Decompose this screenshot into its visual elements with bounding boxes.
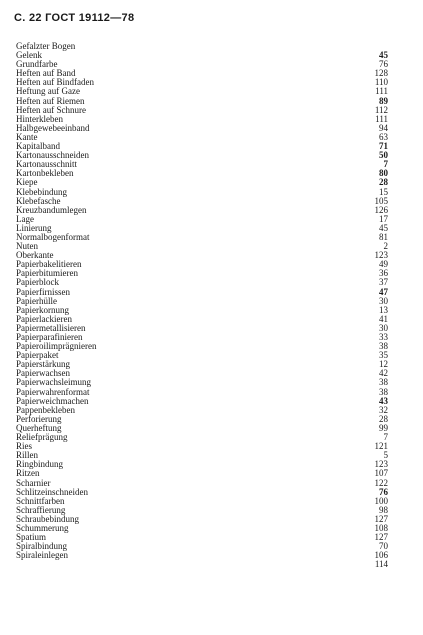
index-entry (16, 442, 388, 451)
index-term: Reliefprägung (16, 432, 68, 443)
index-term: Oberkante (16, 250, 54, 261)
index-term: Perforierung (16, 413, 62, 424)
index-entry (16, 433, 388, 442)
index-entry (16, 406, 388, 415)
index-page-number: 107 (374, 468, 388, 479)
index-term: Ries (16, 441, 33, 452)
index-term: Gefalzter Bogen (16, 41, 76, 51)
index-page-number: 98 (379, 504, 388, 515)
index-entry (16, 533, 388, 542)
index-page-number: 123 (374, 459, 388, 470)
index-term: Ritzen (16, 468, 40, 479)
index-term: Querheftung (16, 422, 62, 433)
index-page-number: 45 (379, 222, 388, 233)
index-term: Kapitalband (16, 141, 60, 152)
index-page-number: 17 (379, 213, 388, 224)
index-entry (16, 206, 388, 215)
index-term: Kartonbekleben (16, 168, 74, 179)
index-page-number: 114 (374, 559, 388, 570)
index-page-number: 110 (374, 77, 388, 88)
index-term: Scharnier (16, 477, 51, 488)
index-entry (16, 233, 388, 242)
index-page-number: 7 (383, 432, 388, 443)
index-entry (16, 351, 388, 360)
index-term: Pappenbekleben (16, 404, 75, 415)
index-entry (16, 188, 388, 197)
index-entry (16, 133, 388, 142)
index-term: Kreuzbandumlegen (16, 204, 87, 215)
index-entry (16, 278, 388, 287)
index-term: Ringbindung (16, 459, 64, 470)
index-term: Papierbakelitieren (16, 259, 82, 270)
index-page-number: 47 (379, 286, 388, 297)
index-page-number: 121 (374, 441, 388, 452)
index-term: Lage (16, 213, 34, 224)
index-list (16, 42, 388, 569)
index-page-number: 30 (379, 322, 388, 333)
index-entry (16, 51, 388, 60)
index-term: Schlitzeinschneiden (16, 486, 88, 497)
index-page-number: 112 (374, 104, 388, 115)
index-term: Kartonausschneiden (16, 150, 89, 161)
index-entry (16, 288, 388, 297)
index-page-number: 108 (374, 522, 388, 533)
index-page-number: 15 (379, 186, 388, 197)
index-entry (16, 178, 388, 187)
index-page-number: 36 (379, 268, 388, 279)
index-page-number: 45 (379, 50, 388, 61)
index-term: Spatium (16, 532, 47, 543)
index-term: Halbgewebeeinband (16, 122, 90, 133)
index-term: Schummerung (16, 522, 69, 533)
index-page-number: 128 (374, 68, 388, 79)
index-page-number: 70 (379, 541, 388, 552)
page-header: С. 22 ГОСТ 19112—78 (14, 12, 135, 24)
index-entry (16, 542, 388, 551)
index-term: Papierhülle (16, 295, 57, 306)
index-term: Nuten (16, 241, 38, 252)
index-page-number: 106 (374, 550, 388, 561)
index-entry (16, 242, 388, 251)
index-term: Papierstärkung (16, 359, 70, 370)
index-term: Normalbogenformat (16, 231, 90, 242)
index-term: Kiepe (16, 177, 38, 188)
index-term: Papierfirnissen (16, 286, 70, 297)
index-page-number: 13 (379, 304, 388, 315)
index-page-number: 127 (374, 532, 388, 543)
index-page-number: 41 (379, 313, 388, 324)
index-entry (16, 524, 388, 533)
index-term: Rillen (16, 450, 38, 461)
index-term: Papierkornung (16, 304, 69, 315)
index-page-number: 81 (379, 231, 388, 242)
index-entry (16, 488, 388, 497)
index-entry (16, 269, 388, 278)
index-page-number: 99 (379, 422, 388, 433)
index-term: Spiraleinlegen (16, 550, 68, 561)
index-entry (16, 215, 388, 224)
index-page-number: 5 (383, 450, 388, 461)
index-term: Kante (16, 131, 38, 142)
index-page-number: 32 (379, 404, 388, 415)
index-page-number: 28 (379, 177, 388, 188)
index-entry (16, 560, 388, 569)
index-page-number: 76 (379, 486, 388, 497)
index-term: Kartonausschnitt (16, 159, 77, 170)
index-term: Papierblock (16, 277, 59, 288)
index-page-number: 80 (379, 168, 388, 179)
index-term: Klebebindung (16, 186, 67, 197)
index-page-number: 127 (374, 513, 388, 524)
index-term: Papierwachsen (16, 368, 70, 379)
index-entry (16, 469, 388, 478)
index-page-number: 71 (379, 141, 388, 152)
index-term: Grundfarbe (16, 59, 58, 70)
index-term: Papierparafinieren (16, 332, 83, 342)
index-entry (16, 460, 388, 469)
index-entry (16, 415, 388, 424)
index-page-number: 38 (379, 386, 388, 397)
index-term: Papierwahrenformat (16, 386, 90, 397)
index-page-number: 76 (379, 59, 388, 70)
index-term: Linierung (16, 222, 52, 233)
index-page-number: 35 (379, 350, 388, 361)
index-entry (16, 42, 388, 51)
index-page-number: 37 (379, 277, 388, 288)
index-page-number: 33 (379, 332, 388, 342)
index-term: Papieroilimprägnieren (16, 341, 97, 352)
index-entry (16, 551, 388, 560)
index-term: Klebefasche (16, 195, 61, 206)
index-page-number: 49 (379, 259, 388, 270)
index-entry (16, 342, 388, 351)
index-page-number: 100 (374, 495, 388, 506)
index-term: Schraubebindung (16, 513, 79, 524)
index-page-number: 42 (379, 368, 388, 379)
index-entry (16, 497, 388, 506)
index-term: Schraffierung (16, 504, 66, 515)
index-term: Papiermetallisieren (16, 322, 86, 333)
index-page-number: 122 (374, 477, 388, 488)
index-page-number: 111 (375, 113, 388, 124)
index-page-number: 123 (374, 250, 388, 261)
index-page-number: 38 (379, 341, 388, 352)
index-page-number: 43 (379, 395, 388, 406)
index-page-number: 63 (379, 131, 388, 142)
index-page-number: 111 (375, 86, 388, 97)
index-page-number: 2 (383, 241, 388, 252)
index-entry (16, 451, 388, 460)
index-page-number: 12 (379, 359, 388, 370)
index-term: Heften auf Schnure (16, 104, 86, 115)
index-page-number: 28 (379, 413, 388, 424)
index-page-number: 89 (379, 95, 388, 106)
index-term: Papierweichmachen (16, 395, 89, 406)
index-page-number: 30 (379, 295, 388, 306)
index-entry (16, 106, 388, 115)
index-page-number: 7 (383, 159, 388, 170)
index-entry (16, 360, 388, 369)
index-page-number: 94 (379, 122, 388, 133)
index-term: Heften auf Riemen (16, 95, 85, 106)
index-term: Schnittfarben (16, 495, 65, 506)
index-term: Gelenk (16, 50, 42, 61)
index-term: Heften auf Band (16, 68, 76, 79)
index-entry (16, 424, 388, 433)
index-page-number: 105 (374, 195, 388, 206)
index-term: Heftung auf Gaze (16, 86, 80, 97)
index-page-number: 38 (379, 377, 388, 388)
index-term: Papierpaket (16, 350, 59, 361)
index-term: Papierbitumieren (16, 268, 78, 279)
index-entry (16, 124, 388, 133)
index-page-number: 50 (379, 150, 388, 161)
index-entry (16, 169, 388, 178)
index-term: Spiralbindung (16, 541, 67, 552)
index-term: Heften auf Bindfaden (16, 77, 94, 88)
index-term: Papierwachsleimung (16, 377, 91, 388)
index-term: Papierlackieren (16, 313, 72, 324)
index-entry (16, 515, 388, 524)
index-term: Hinterkleben (16, 113, 63, 124)
index-page-number: 126 (374, 204, 388, 215)
index-entry (16, 297, 388, 306)
